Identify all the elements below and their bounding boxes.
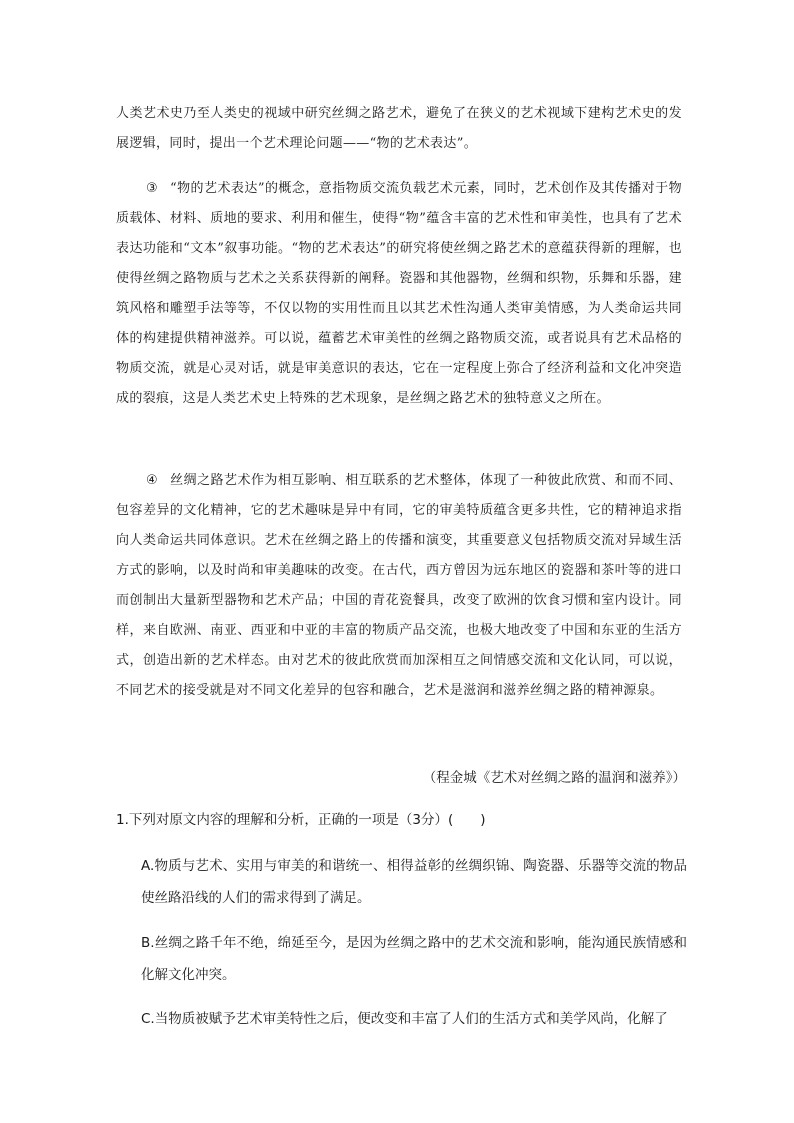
paragraph-3-number: ③: [145, 181, 158, 196]
paragraph-intro-text: 人类艺术史乃至人类史的视域中研究丝绸之路艺术，避免了在狭义的艺术视域下建构艺术史的发展逻辑，同时，提出一个艺术理论问题——“物的艺术表达”。: [116, 106, 682, 151]
question-stem: 1.下列对原文内容的理解和分析，正确的一项是（3分）( ): [116, 812, 486, 828]
paragraph-4: [116, 466, 682, 706]
option-c: C.当物质被赋予艺术审美特性之后，便改变和丰富了人们的生活方式和美学风尚，化解了: [141, 1011, 668, 1027]
paragraph-4-number: ④: [145, 473, 158, 488]
paragraph-3: [116, 174, 682, 414]
paragraph-3-text: “物的艺术表达”的概念，意指物质交流负载艺术元素，同时，艺术创作及其传播对于物质载体、材料、质地的要求、利用和催生，使得“物”蕴含丰富的艺术性和审美性，也具有了艺术表达功能和“文本”叙事功能。“物的艺术表达”的研究将使丝绸之路艺术的意蕴获得新的理解，也使得丝绸之路物质与艺术之关系获得新的阐释。瓷器和其他器物，丝绸和织物，乐舞和乐器，建筑风格和雕塑手法等等，不仅以物的实用性而且以其艺术性沟通人类审美情感，为人类命运共同体的构建提供精神滋养。可以说，蕴蓄艺术审美性的丝绸之路物质交流，或者说具有艺术品格的物质交流，就是心灵对话，就是审美意识的表达，它在一定程度上弥合了经济利益和文化冲突造成的裂痕，这是人类艺术史上特殊的艺术现象，是丝绸之路艺术的独特意义之所在。: [116, 181, 682, 406]
paragraph-4-text: 丝绸之路艺术作为相互影响、相互联系的艺术整体，体现了一种彼此欣赏、和而不同、包容差异的文化精神，它的艺术趣味是异中有同，它的审美特质蕴含更多共性，它的精神追求指向人类命运共同体意识。艺术在丝绸之路上的传播和演变，其重要意义包括物质交流对异域生活方式的影响，以及时尚和审美趣味的改变。在古代，西方曾因为远东地区的瓷器和茶叶等的进口而创制出大量新型器物和艺术产品；中国的青花瓷餐具，改变了欧洲的饮食习惯和室内设计。同样，来自欧洲、南亚、西亚和中亚的丰富的物质产品交流，也极大地改变了中国和东亚的生活方式，创造出新的艺术样态。由对艺术的彼此欣赏而加深相互之间情感交流和文化认同，可以说，不同艺术的接受就是对不同文化差异的包容和融合，艺术是滋润和滋养丝绸之路的精神源泉。: [116, 473, 682, 698]
option-a: A.物质与艺术、实用与审美的和谐统一、相得益彰的丝绸织锦、陶瓷器、乐器等交流的物品使丝路沿线的人们的需求得到了满足。: [141, 858, 687, 906]
option-b: B.丝绸之路千年不绝，绵延至今，是因为丝绸之路中的艺术交流和影响，能沟通民族情感和化解文化冲突。: [141, 935, 687, 983]
paragraph-intro: [116, 99, 682, 159]
source-citation: （程金城《艺术对丝绸之路的温润和滋养》）: [422, 770, 686, 786]
